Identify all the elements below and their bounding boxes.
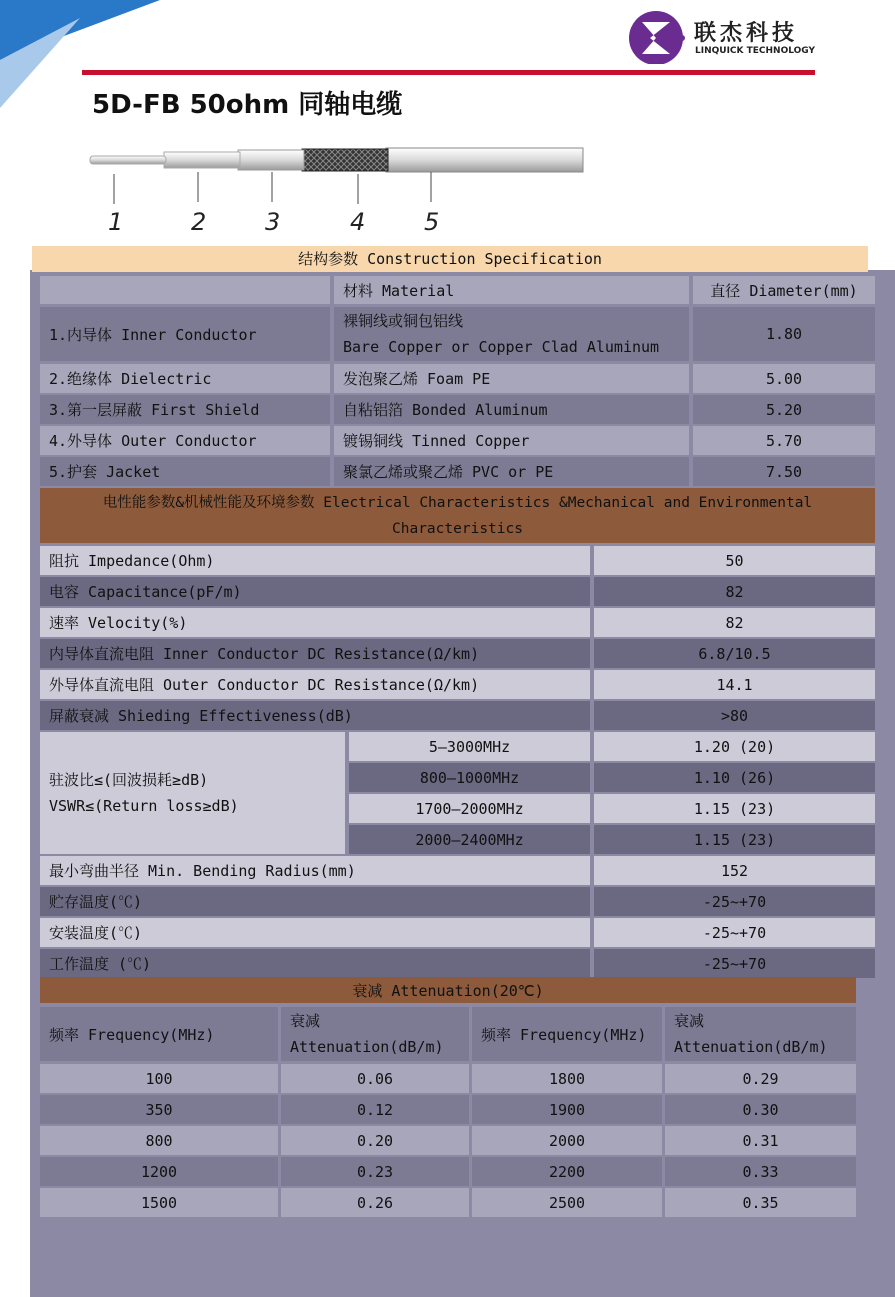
electrical-row-label: 最小弯曲半径 Min. Bending Radius(mm) (40, 856, 590, 885)
attenuation-frequency: 2500 (472, 1188, 662, 1217)
electrical-row-label: 安装温度(℃) (40, 918, 590, 947)
attenuation-frequency: 1200 (40, 1157, 278, 1186)
construction-row-name: 5.护套 Jacket (40, 457, 330, 486)
attenuation-value: 0.33 (665, 1157, 856, 1186)
vswr-band: 1700—2000MHz (349, 794, 590, 823)
part-number: 2 (191, 208, 207, 236)
construction-row-diameter: 5.70 (693, 426, 875, 455)
construction-row-material: 聚氯乙烯或聚乙烯 PVC or PE (334, 457, 689, 486)
construction-row-name: 2.绝缘体 Dielectric (40, 364, 330, 393)
construction-header-material: 材料 Material (334, 276, 689, 304)
construction-row-name: 3.第一层屏蔽 First Shield (40, 395, 330, 424)
part-number: 4 (350, 208, 366, 236)
vswr-value: 1.20 (20) (594, 732, 875, 761)
construction-header-blank (40, 276, 330, 304)
electrical-row-value: 14.1 (594, 670, 875, 699)
attenuation-frequency: 350 (40, 1095, 278, 1124)
electrical-row-value: 152 (594, 856, 875, 885)
attenuation-header-attenuation (281, 1007, 469, 1061)
electrical-row-label: 工作温度 (℃) (40, 949, 590, 978)
attenuation-frequency: 800 (40, 1126, 278, 1155)
electrical-row-label: 速率 Velocity(%) (40, 608, 590, 637)
electrical-row-label: 阻抗 Impedance(Ohm) (40, 546, 590, 575)
construction-header-diameter: 直径 Diameter(mm) (693, 276, 875, 304)
vswr-label-line: 驻波比≤(回波损耗≥dB) (49, 771, 209, 789)
part-number: 5 (424, 208, 440, 236)
header-line: Attenuation(dB/m) (290, 1038, 444, 1056)
vswr-label (40, 732, 345, 854)
vswr-band: 2000—2400MHz (349, 825, 590, 854)
material-line: Bare Copper or Copper Clad Aluminum (343, 338, 660, 356)
construction-row-name: 1.内导体 Inner Conductor (40, 307, 330, 361)
attenuation-value: 0.23 (281, 1157, 469, 1186)
page-title: 5D-FB 50ohm 同轴电缆 (92, 90, 403, 120)
electrical-row-value: 82 (594, 577, 875, 606)
electrical-title-line: Characteristics (392, 520, 523, 537)
vswr-band: 800—1000MHz (349, 763, 590, 792)
construction-row-diameter: 1.80 (693, 307, 875, 361)
vswr-value: 1.10 (26) (594, 763, 875, 792)
electrical-row-value: 82 (594, 608, 875, 637)
electrical-row-value: 6.8/10.5 (594, 639, 875, 668)
attenuation-value: 0.26 (281, 1188, 469, 1217)
part-number: 1 (108, 208, 124, 236)
attenuation-section-title: 衰减 Attenuation(20℃) (40, 977, 856, 1003)
header-line: 衰减 (290, 1012, 321, 1030)
construction-row-material (334, 307, 689, 361)
electrical-row-value: >80 (594, 701, 875, 730)
part-number: 3 (265, 208, 281, 236)
header-line: Attenuation(dB/m) (674, 1038, 828, 1056)
attenuation-frequency: 2200 (472, 1157, 662, 1186)
construction-row-material: 镀锡铜线 Tinned Copper (334, 426, 689, 455)
electrical-row-value: 50 (594, 546, 875, 575)
electrical-row-label: 屏蔽衰减 Shieding Effectiveness(dB) (40, 701, 590, 730)
cable-structure-diagram (86, 140, 586, 240)
attenuation-frequency: 1800 (472, 1064, 662, 1093)
attenuation-value: 0.20 (281, 1126, 469, 1155)
attenuation-frequency: 1500 (40, 1188, 278, 1217)
electrical-row-label: 内导体直流电阻 Inner Conductor DC Resistance(Ω/km) (40, 639, 590, 668)
brand-name-cn: 联杰科技 (694, 21, 799, 46)
attenuation-value: 0.29 (665, 1064, 856, 1093)
construction-row-diameter: 7.50 (693, 457, 875, 486)
electrical-row-label: 外导体直流电阻 Outer Conductor DC Resistance(Ω/km) (40, 670, 590, 699)
attenuation-value: 0.06 (281, 1064, 469, 1093)
electrical-row-label: 贮存温度(℃) (40, 887, 590, 916)
attenuation-frequency: 100 (40, 1064, 278, 1093)
electrical-title-line: 电性能参数&机械性能及环境参数 Electrical Characteristics &Mechanical and Environmental (102, 494, 813, 511)
header-divider (82, 70, 815, 75)
construction-row-diameter: 5.00 (693, 364, 875, 393)
header-line: 衰减 (674, 1012, 705, 1030)
electrical-row-value: -25~+70 (594, 949, 875, 978)
brand-name-en: LINQUICK TECHNOLOGY (695, 46, 816, 56)
construction-row-name: 4.外导体 Outer Conductor (40, 426, 330, 455)
material-line: 裸铜线或铜包铝线 (343, 312, 464, 330)
electrical-section-title (40, 488, 875, 543)
construction-row-material: 自粘铝箔 Bonded Aluminum (334, 395, 689, 424)
attenuation-value: 0.31 (665, 1126, 856, 1155)
vswr-value: 1.15 (23) (594, 794, 875, 823)
attenuation-header-frequency: 频率 Frequency(MHz) (472, 1007, 662, 1061)
construction-section-title: 结构参数 Construction Specification (32, 246, 868, 272)
electrical-row-value: -25~+70 (594, 887, 875, 916)
attenuation-header-attenuation (665, 1007, 856, 1061)
electrical-row-label: 电容 Capacitance(pF/m) (40, 577, 590, 606)
attenuation-value: 0.35 (665, 1188, 856, 1217)
attenuation-header-frequency: 频率 Frequency(MHz) (40, 1007, 278, 1061)
construction-row-diameter: 5.20 (693, 395, 875, 424)
attenuation-value: 0.30 (665, 1095, 856, 1124)
attenuation-value: 0.12 (281, 1095, 469, 1124)
electrical-row-value: -25~+70 (594, 918, 875, 947)
attenuation-frequency: 1900 (472, 1095, 662, 1124)
construction-row-material: 发泡聚乙烯 Foam PE (334, 364, 689, 393)
vswr-band: 5—3000MHz (349, 732, 590, 761)
attenuation-frequency: 2000 (472, 1126, 662, 1155)
vswr-label-line: VSWR≤(Return loss≥dB) (49, 797, 239, 815)
vswr-value: 1.15 (23) (594, 825, 875, 854)
